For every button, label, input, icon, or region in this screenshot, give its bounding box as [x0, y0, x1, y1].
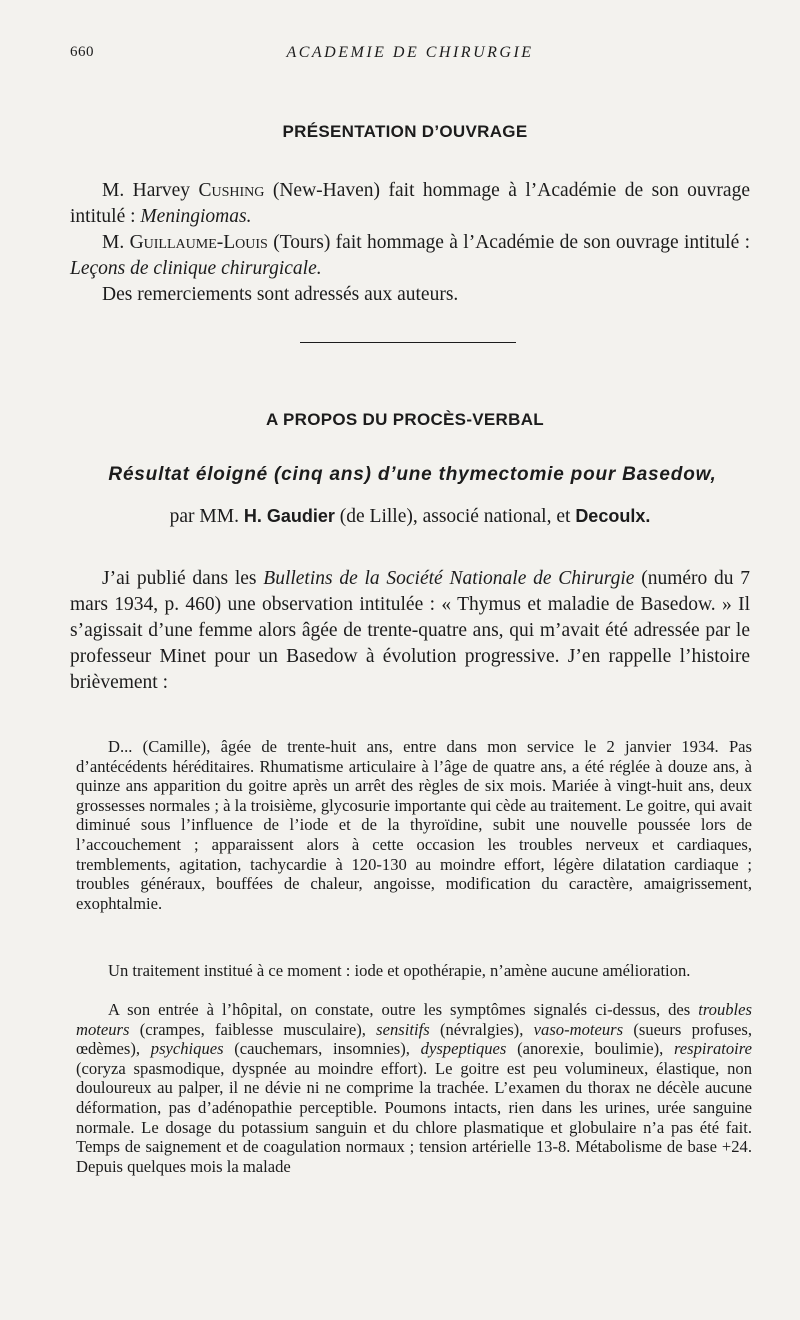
symptom-term: dyspeptiques [420, 1039, 507, 1059]
symptom-term: vaso-moteurs [533, 1019, 624, 1039]
observation-paragraph-treatment: Un traitement institué à ce moment : iode et opothérapie, n’amène aucune amélioration. [108, 961, 691, 980]
author-name: H. Gaudier [243, 506, 335, 526]
symptom-term: psychiques [150, 1039, 224, 1059]
journal-title: ACADEMIE DE CHIRURGIE [286, 44, 534, 61]
presentation-heading: PRÉSENTATION D’OUVRAGE [282, 122, 528, 141]
author-name: Decoulx. [575, 506, 651, 526]
presentation-paragraph-cushing: M. Harvey Cushing (New-Haven) fait hommage à l’Académie de son ouvrage intitulé : Meningiomas. [70, 180, 750, 227]
observation-paragraph-history: D... (Camille), âgée de trente-huit ans, entre dans mon service le 2 janvier 1934. Pas d’antécédents héréditaires. Rhumatisme articulaire à l’âge de quatre ans, a été réglée à douze ans, à quinze ans apparition du goitre après un arrêt des règles de six mois. Mariée à vingt-huit ans, deux grossesses normales ; à la troisième, glycosurie importante qui cède au traitement. Le goitre, qui avait diminué sous l’influence de l’iode et de la thyroïdine, subit une nouvelle poussée lors de l’accouchement ; apparaissent alors à cette occasion les troubles nerveux et cardiaques, tremblements, agitation, tachycardie à 120-130 au moindre effort, légère dilatation cardiaque ; troubles généraux, bouffées de chaleur, angoisse, modification du caractère, amaigrissement, exophtalmie. [76, 737, 752, 913]
intro-paragraph: J’ai publié dans les Bulletins de la Société Nationale de Chirurgie (numéro du 7 mars 1934, p. 460) une observation intitulée : « Thymus et maladie de Basedow. » Il s’agissait d’une femme alors âgée de trente-quatre ans, qui m’avait été adressée par le professeur Minet pour un Basedow à évolution progressive. J’en rappelle l’histoire brièvement : [70, 568, 750, 693]
author-name: Guillaume-Louis [129, 232, 268, 253]
symptom-term: respiratoire [673, 1039, 753, 1059]
presentation-thanks: Des remerciements sont adressés aux auteurs. [102, 284, 459, 305]
running-head [70, 44, 750, 64]
presentation-paragraph-guillaume-louis: M. Guillaume-Louis (Tours) fait hommage à l’Académie de son ouvrage intitulé : Leçons de clinique chirurgicale. [70, 232, 750, 279]
section-divider [300, 342, 516, 343]
byline: par MM. H. Gaudier (de Lille), associé national, et Decoulx. [169, 506, 651, 527]
book-title: Leçons de clinique chirurgicale. [70, 258, 322, 279]
article-title: Résultat éloigné (cinq ans) d’une thymectomie pour Basedow, [108, 464, 717, 485]
observation-paragraph-admission: A son entrée à l’hôpital, on constate, outre les symptômes signalés ci-dessus, des troubles moteurs (crampes, faiblesse musculaire), sensitifs (névralgies), vaso-moteurs (sueurs profuses, œdèmes), psychiques (cauchemars, insomnies), dyspeptiques (anorexie, boulimie), respiratoire (coryza spasmodique, dyspnée au moindre effort). Le goitre est peu volumineux, élastique, non douloureux au palper, il ne dévie ni ne comprime la trachée. L’examen du thorax ne décèle aucune déformation, pas d’adénopathie perceptible. Poumons intacts, rien dans les urines, urée sanguine normale. Le dosage du potassium sanguin et du chlore plasmatique et globulaire n’a pas été fait. Temps de saignement et de coagulation normaux ; tension artérielle 13-8. Métabolisme de base +24. Depuis quelques mois la malade [76, 1000, 753, 1176]
author-name: Cushing [198, 180, 265, 201]
journal-reference: Bulletins de la Société Nationale de Chirurgie [263, 568, 635, 589]
symptom-term: troubles moteurs [76, 1000, 752, 1039]
symptom-term: sensitifs [376, 1019, 430, 1039]
book-title: Meningiomas. [140, 206, 252, 227]
proces-verbal-heading: A PROPOS DU PROCÈS-VERBAL [266, 410, 544, 429]
page-number: 660 [70, 44, 94, 60]
